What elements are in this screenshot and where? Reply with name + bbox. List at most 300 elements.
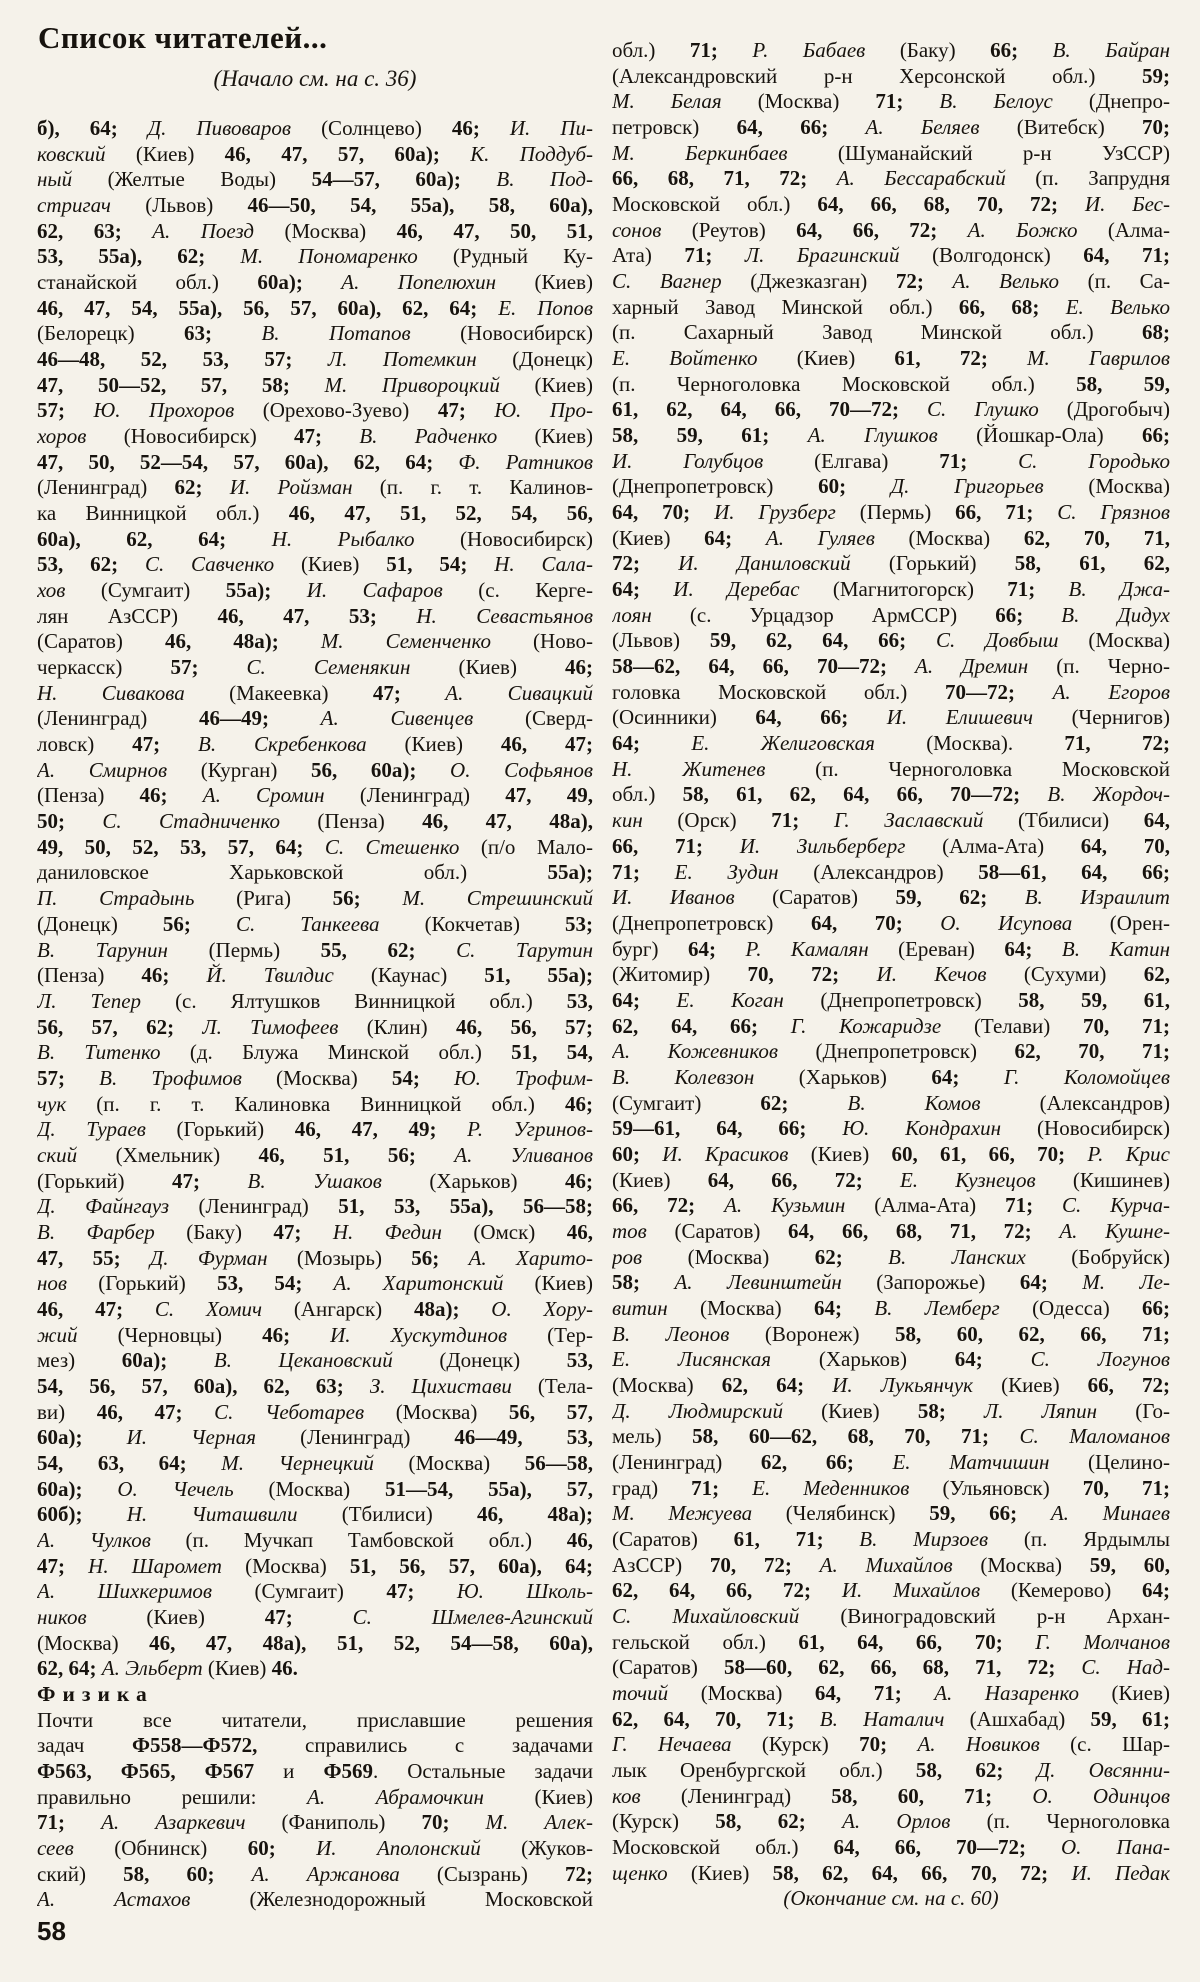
text-line bbox=[37, 1220, 593, 1246]
reader-name: А. Кушне- bbox=[1059, 1218, 1170, 1243]
reader-name: И. Пи- bbox=[509, 116, 593, 140]
issue-numbers: 58, 60, 62, 66, 71; bbox=[894, 1321, 1170, 1346]
city-text: задач bbox=[37, 1733, 133, 1758]
issue-numbers: 71, 72; bbox=[1064, 731, 1170, 756]
reader-name: А. Новиков bbox=[917, 1732, 1071, 1757]
issue-numbers: 47; bbox=[294, 424, 360, 449]
text-line bbox=[37, 1733, 593, 1759]
city-text: (Пенза) bbox=[37, 783, 140, 808]
issue-numbers: 71; bbox=[684, 243, 745, 268]
reader-name: кин bbox=[612, 808, 678, 833]
reader-name: витин bbox=[612, 1295, 701, 1320]
city-text: (Москва) bbox=[612, 1372, 722, 1397]
city-text: (Киев) bbox=[300, 552, 387, 577]
city-text: (Горький) bbox=[98, 1271, 217, 1296]
reader-name: В. Колевзон bbox=[612, 1064, 799, 1089]
city-text: (Киев) bbox=[821, 1398, 918, 1423]
city-text: (Ангарск) bbox=[293, 1296, 414, 1321]
text-line bbox=[37, 1887, 593, 1913]
reader-name: М. Ле- bbox=[1082, 1270, 1170, 1295]
text-line bbox=[37, 1015, 593, 1041]
reader-name: С. Танкеева bbox=[235, 911, 425, 936]
issue-numbers: 70, 72; bbox=[747, 962, 877, 987]
text-line bbox=[37, 1040, 593, 1066]
text-line bbox=[37, 732, 593, 758]
city-text: (Каунас) bbox=[370, 963, 485, 988]
issue-numbers: 62, 66; bbox=[760, 1449, 893, 1474]
city-text: (Жуков- bbox=[521, 1836, 593, 1861]
text-line bbox=[612, 115, 1170, 141]
city-text: (п. Мучкап Тамбовской обл.) bbox=[185, 1527, 567, 1552]
issue-numbers: 56, 57, 62; bbox=[37, 1014, 203, 1039]
reader-name: Л. Тимофеев bbox=[202, 1014, 367, 1039]
issue-numbers: Ф563, Ф565, Ф567 bbox=[37, 1759, 284, 1783]
issue-numbers: 46—50, 54, 55а), 58, 60а), bbox=[247, 193, 593, 218]
issue-numbers: 59, 60, bbox=[1089, 1552, 1170, 1577]
issue-numbers: 47; bbox=[264, 1604, 353, 1629]
reader-name: ковский bbox=[37, 141, 136, 166]
text-line bbox=[37, 1554, 593, 1580]
reader-name: Ю. Кондрахин bbox=[842, 1116, 1038, 1141]
reader-name: А. Дремин bbox=[915, 654, 1057, 679]
issue-numbers: 58; bbox=[917, 1398, 984, 1423]
city-text: (Елгава) bbox=[814, 448, 940, 473]
city-text: (Мозырь) bbox=[296, 1245, 412, 1270]
text-line bbox=[37, 835, 593, 861]
text-line bbox=[612, 474, 1170, 500]
text-line bbox=[612, 988, 1170, 1014]
city-text: (Киев) bbox=[796, 346, 895, 371]
city-text: (Орехово-Зуево) bbox=[262, 398, 438, 423]
text-line bbox=[37, 1425, 593, 1451]
city-text: (Москва) bbox=[980, 1552, 1090, 1577]
issue-numbers: 58, 62; bbox=[915, 1758, 1037, 1783]
text-line bbox=[612, 1450, 1170, 1476]
city-text: (Кокчетав) bbox=[424, 911, 566, 936]
issue-numbers: 66, 72; bbox=[1087, 1372, 1170, 1397]
issue-numbers: 53, 55а), 62; bbox=[37, 244, 241, 269]
city-text: (Москва) bbox=[408, 1450, 525, 1475]
city-text: ви) bbox=[37, 1399, 97, 1424]
text-line bbox=[612, 577, 1170, 603]
city-text: (Киев) bbox=[207, 1656, 272, 1681]
issue-numbers: 64, 66, 72; bbox=[796, 217, 968, 242]
city-text: (Горький) bbox=[888, 551, 1015, 576]
issue-numbers: 56, 60а); bbox=[311, 757, 451, 782]
text-line bbox=[612, 1116, 1170, 1142]
issue-numbers: 58; bbox=[612, 1270, 675, 1295]
text-line bbox=[37, 167, 593, 193]
text-line bbox=[612, 1168, 1170, 1194]
issue-numbers: 62, 70, 71; bbox=[1014, 1039, 1170, 1064]
city-text: (Курган) bbox=[200, 757, 312, 782]
text-line bbox=[37, 1836, 593, 1862]
city-text: (Днепропетровск) bbox=[820, 987, 1019, 1012]
text-line bbox=[612, 243, 1170, 269]
reader-name: И. Хускутдинов bbox=[330, 1322, 548, 1347]
city-text: (Ленинград) bbox=[300, 1425, 455, 1450]
text-line bbox=[612, 1578, 1170, 1604]
city-text: (Москва) bbox=[757, 89, 876, 114]
city-text: (д. Блужа Минской обл.) bbox=[189, 1040, 512, 1065]
city-text: (Москва) bbox=[268, 1476, 386, 1501]
reader-name: Д. Григорьев bbox=[890, 474, 1089, 499]
reader-name: А. Харитонский bbox=[333, 1271, 535, 1296]
issue-numbers: 51, 54; bbox=[386, 552, 495, 577]
reader-name: О. Хору- bbox=[491, 1296, 593, 1321]
reader-name: Е. Войтенко bbox=[612, 346, 797, 371]
text-line bbox=[612, 1527, 1170, 1553]
reader-name: В. Лемберг bbox=[874, 1295, 1033, 1320]
city-text: (Йошкар-Ола) bbox=[976, 423, 1142, 448]
text-line bbox=[612, 218, 1170, 244]
text-line bbox=[612, 603, 1170, 629]
city-text: (Александровский р-н Херсонской обл.) bbox=[612, 63, 1142, 88]
city-text: (Джезказган) bbox=[750, 269, 896, 294]
text-line bbox=[612, 1219, 1170, 1245]
reader-name: С. Стешенко bbox=[324, 834, 481, 859]
city-text: (Баку) bbox=[186, 1219, 274, 1244]
issue-numbers: 71; bbox=[689, 38, 753, 62]
city-text: гельской обл.) bbox=[612, 1629, 799, 1654]
text-line bbox=[37, 1862, 593, 1888]
city-text: (Телави) bbox=[973, 1013, 1083, 1038]
city-text: (Волгодонск) bbox=[932, 243, 1084, 268]
text-line bbox=[612, 1732, 1170, 1758]
text-line bbox=[612, 680, 1170, 706]
issue-numbers: 51, 53, 55а), 56—58; bbox=[338, 1194, 593, 1219]
reader-name: хов bbox=[37, 578, 101, 603]
reader-name: А. Сивацкий bbox=[445, 680, 593, 705]
reader-name: стригач bbox=[37, 193, 146, 218]
issue-numbers: 62, bbox=[1143, 962, 1170, 987]
reader-name: Ю. Школь- bbox=[456, 1579, 593, 1604]
reader-name: И. Грузберг bbox=[714, 500, 860, 525]
issue-numbers: 70; bbox=[421, 1810, 486, 1835]
text-line bbox=[612, 731, 1170, 757]
city-text: (Витебск) bbox=[1016, 115, 1142, 140]
reader-name: Г. Нечаева bbox=[612, 1732, 762, 1757]
reader-name: С. Стадниченко bbox=[102, 809, 318, 834]
issue-numbers: 47; bbox=[273, 1219, 333, 1244]
issue-numbers: 64, 66, 72; bbox=[707, 1167, 900, 1192]
reader-name: С. Савченко bbox=[144, 552, 301, 577]
issue-numbers: 47; bbox=[372, 680, 446, 705]
issue-numbers: 60; bbox=[247, 1836, 317, 1861]
issue-numbers: 64; bbox=[612, 731, 692, 756]
reader-name: О. Чечель bbox=[117, 1476, 269, 1501]
issue-numbers: 55, 62; bbox=[320, 937, 457, 962]
city-text: (Пенза) bbox=[37, 963, 142, 988]
reader-name: И. Кечов bbox=[876, 962, 1024, 987]
issue-numbers: 64; bbox=[1019, 1270, 1083, 1295]
city-text: (Киев) bbox=[135, 141, 225, 166]
city-text: ка Винницкой обл.) bbox=[37, 501, 289, 526]
city-text: (Осинники) bbox=[612, 705, 756, 730]
issue-numbers: 46, 56, 57; bbox=[455, 1014, 593, 1039]
reader-name: И. Аполонский bbox=[316, 1836, 522, 1861]
city-text: (п. г. т. Калинов- bbox=[379, 475, 593, 500]
issue-numbers: 46, 51, 56; bbox=[258, 1142, 455, 1167]
city-text: (Тбилиси) bbox=[1018, 808, 1144, 833]
issue-numbers: 60а); bbox=[121, 1348, 214, 1373]
issue-numbers: 57; bbox=[37, 398, 94, 423]
reader-name: И. Ройзман bbox=[229, 475, 380, 500]
city-text: (Киев) bbox=[534, 270, 593, 295]
issue-numbers: 58, 61, 62, bbox=[1014, 551, 1170, 576]
issue-numbers: 51, 56, 57, 60а), 64; bbox=[349, 1553, 593, 1578]
reader-name: Г. Коломойцев bbox=[1003, 1064, 1170, 1089]
city-text: (Москва) bbox=[908, 525, 1024, 550]
reader-name: А. Шихкеримов bbox=[37, 1579, 255, 1604]
issue-numbers: 70; bbox=[859, 1732, 918, 1757]
city-text: (Алма-Ата) bbox=[874, 1193, 1006, 1218]
issue-numbers: 53, 62; bbox=[37, 552, 145, 577]
city-text: (Саратов) bbox=[612, 1655, 724, 1680]
physics-section-header: Физика bbox=[37, 1681, 154, 1706]
city-text: (Пермь) bbox=[208, 937, 321, 962]
city-text: (Киев) bbox=[146, 1604, 265, 1629]
city-text: (Саратов) bbox=[674, 1218, 789, 1243]
reader-name: Е. Попов bbox=[498, 295, 593, 320]
issue-numbers: 64; bbox=[814, 1295, 875, 1320]
reader-name: А. Глушков bbox=[807, 423, 977, 448]
city-text: справились с задачами bbox=[305, 1733, 593, 1758]
city-text: станайской обл.) bbox=[37, 270, 258, 295]
reader-name: А. Гуляев bbox=[765, 525, 909, 550]
issue-numbers: 46, 47; bbox=[500, 732, 593, 757]
reader-name: В. Белоус bbox=[939, 89, 1089, 114]
city-text: (Саратов) bbox=[37, 629, 165, 654]
issue-numbers: 47, 50, 52—54, 57, 60а), 62, 64; bbox=[37, 449, 459, 474]
city-text: (Сверд- bbox=[524, 706, 593, 731]
city-text: мель) bbox=[612, 1424, 693, 1449]
city-text: (Омск) bbox=[473, 1219, 567, 1244]
reader-name: Н. Житенев bbox=[612, 756, 816, 781]
reader-name: Н. Федин bbox=[332, 1219, 474, 1244]
text-line bbox=[612, 1553, 1170, 1579]
issue-numbers: 46, 47, 51, 52, 54, 56, bbox=[288, 501, 593, 526]
text-line bbox=[612, 1655, 1170, 1681]
issue-numbers: 56; bbox=[332, 886, 403, 911]
city-text: (п. г. т. Калиновка Винницкой обл.) bbox=[96, 1091, 566, 1116]
issue-numbers: 46, bbox=[566, 1219, 593, 1244]
reader-name: А. Беляев bbox=[865, 115, 1017, 140]
city-text: (Сухуми) bbox=[1023, 962, 1144, 987]
issue-numbers: 64, 70; bbox=[612, 500, 715, 525]
reader-name: лоян bbox=[612, 602, 690, 627]
reader-name: Н. Шаромет bbox=[88, 1553, 246, 1578]
city-text: (Тер- bbox=[547, 1322, 593, 1347]
reader-name: И. Сафаров bbox=[306, 578, 479, 603]
text-line bbox=[37, 501, 593, 527]
city-text: (Днепропетровск) bbox=[612, 910, 811, 935]
reader-name: А. Божко bbox=[967, 217, 1108, 242]
reader-name: И. Черная bbox=[126, 1425, 301, 1450]
issue-numbers: 56, 57, bbox=[508, 1399, 593, 1424]
issue-numbers: 58, 59, 61; bbox=[612, 423, 808, 448]
text-line bbox=[612, 64, 1170, 90]
city-text: (Донецк) bbox=[439, 1348, 567, 1373]
text-line bbox=[612, 346, 1170, 372]
text-line bbox=[612, 1142, 1170, 1168]
text-line bbox=[612, 1193, 1170, 1219]
text-line bbox=[612, 1707, 1170, 1733]
text-line bbox=[612, 885, 1170, 911]
issue-numbers: 53, 54; bbox=[216, 1271, 334, 1296]
reader-name: О. Софьянов bbox=[450, 757, 593, 782]
city-text: (Курск) bbox=[612, 1809, 716, 1834]
city-text: (Чернигов) bbox=[1071, 705, 1170, 730]
text-line bbox=[612, 141, 1170, 167]
city-text: (Воронеж) bbox=[764, 1321, 895, 1346]
issue-numbers: 66, 68, 71, 72; bbox=[612, 166, 837, 191]
text-line bbox=[612, 1604, 1170, 1630]
text-line bbox=[37, 527, 593, 553]
reader-name: К. Поддуб- bbox=[470, 141, 593, 166]
issue-numbers: 60б); bbox=[37, 1502, 127, 1527]
city-text: (Реутов) bbox=[691, 217, 797, 242]
text-line bbox=[612, 782, 1170, 808]
text-line bbox=[612, 1681, 1170, 1707]
reader-name: Ю. Трофим- bbox=[453, 1065, 593, 1090]
text-line bbox=[37, 783, 593, 809]
city-text: (Сумгаит) bbox=[612, 1090, 761, 1115]
reader-name: А. Азаркевич bbox=[101, 1810, 282, 1835]
reader-name: В. Скребенкова bbox=[198, 732, 405, 757]
issue-numbers: 51—54, 55а), 57, bbox=[385, 1476, 593, 1501]
reader-name: В. Трофимов bbox=[99, 1065, 277, 1090]
issue-numbers: 46, 47, 53; bbox=[217, 603, 417, 628]
reader-name: И. Деребас bbox=[673, 577, 833, 602]
city-text: (п. Ярдымлы bbox=[1023, 1526, 1170, 1551]
reader-name: М. Пономаренко bbox=[240, 244, 453, 269]
reader-name: В. Потапов bbox=[261, 321, 461, 346]
text-line bbox=[37, 321, 593, 347]
reader-name: Н. Читашвили bbox=[126, 1502, 342, 1527]
issue-numbers: 53, bbox=[566, 988, 593, 1013]
text-line bbox=[37, 1451, 593, 1477]
issue-numbers: 66, 71; bbox=[612, 833, 740, 858]
city-text: лян АзССР) bbox=[37, 603, 218, 628]
city-text: (Сызрань) bbox=[436, 1861, 565, 1886]
issue-numbers: 46; bbox=[262, 1322, 331, 1347]
reader-name: А. Назаренко bbox=[934, 1681, 1112, 1705]
city-text: (Днепропетровск) bbox=[612, 474, 819, 499]
issue-numbers: 66; bbox=[990, 38, 1053, 62]
city-text: обл.) bbox=[612, 38, 690, 62]
city-text: (Киев) bbox=[534, 372, 593, 397]
reader-name: Е. Кузнецов bbox=[899, 1167, 1073, 1192]
issue-numbers: 64, 70; bbox=[810, 910, 941, 935]
reader-name: А. Абрамочкин bbox=[307, 1784, 535, 1809]
text-line bbox=[612, 860, 1170, 886]
city-text: (Киев) bbox=[810, 1141, 892, 1166]
issue-numbers: 70—72; bbox=[944, 679, 1053, 704]
issue-numbers: 62, 64, 66; bbox=[612, 1013, 791, 1038]
issue-numbers: 64; bbox=[612, 987, 677, 1012]
issue-numbers: 62; bbox=[174, 475, 230, 500]
text-line bbox=[612, 295, 1170, 321]
city-text: (Киев) bbox=[534, 1784, 593, 1809]
readers-list-left bbox=[37, 116, 593, 1682]
reader-name: В. Израилит bbox=[1024, 885, 1170, 910]
city-text: (Хмельник) bbox=[115, 1142, 259, 1167]
text-line bbox=[612, 551, 1170, 577]
text-line bbox=[612, 1270, 1170, 1296]
issue-numbers: 71; bbox=[939, 448, 1019, 473]
city-text: Московской обл.) bbox=[612, 1835, 834, 1860]
issue-numbers: 58, 60, 71; bbox=[831, 1783, 1033, 1808]
issue-numbers: 60а); bbox=[37, 1425, 127, 1450]
city-text: (Александров) bbox=[1039, 1090, 1170, 1115]
city-text: (Львов) bbox=[612, 628, 710, 653]
city-text: (Харьков) bbox=[818, 1347, 955, 1372]
issue-numbers: 46, bbox=[566, 1527, 593, 1552]
issue-numbers: 59, 61; bbox=[1090, 1706, 1170, 1731]
reader-name: Д. Тураев bbox=[37, 1117, 177, 1142]
reader-name: А. Аржанова bbox=[251, 1861, 437, 1886]
city-text: (Ленинград) bbox=[359, 783, 506, 808]
text-line bbox=[612, 1630, 1170, 1656]
text-line bbox=[612, 808, 1170, 834]
text-line bbox=[37, 1605, 593, 1631]
text-line bbox=[612, 1245, 1170, 1271]
city-text: (Ленинград) bbox=[680, 1783, 832, 1808]
city-text: град) bbox=[612, 1475, 692, 1500]
city-text: (п/о Мало- bbox=[480, 834, 593, 859]
city-text: (Ленинград) bbox=[37, 706, 199, 731]
text-line bbox=[37, 681, 593, 707]
text-line bbox=[37, 1194, 593, 1220]
city-text: Московской обл.) bbox=[612, 192, 818, 217]
text-line bbox=[612, 705, 1170, 731]
reader-name: А. Левинштейн bbox=[674, 1270, 877, 1295]
reader-name: И. Елишевич bbox=[886, 705, 1072, 730]
city-text: (Москва) bbox=[284, 218, 397, 243]
reader-name: Е. Велько bbox=[1065, 294, 1170, 319]
text-line bbox=[612, 397, 1170, 423]
text-line bbox=[37, 1143, 593, 1169]
issue-numbers: 70, 71; bbox=[1083, 1013, 1170, 1038]
reader-name: И. Лукьянчук bbox=[832, 1372, 1002, 1397]
reader-name: В. Под- bbox=[496, 167, 593, 192]
reader-name: ный bbox=[37, 167, 108, 192]
city-text: (Тбилиси) bbox=[341, 1502, 477, 1527]
text-line bbox=[612, 526, 1170, 552]
reader-name: А. Сивенцев bbox=[320, 706, 525, 731]
reader-name: И. Зильберберг bbox=[739, 833, 943, 858]
reader-name: В. Дидух bbox=[1061, 602, 1170, 627]
issue-numbers: 56—58, bbox=[524, 1450, 593, 1475]
text-line bbox=[612, 1861, 1170, 1887]
city-text: (Киев) bbox=[1111, 1681, 1170, 1705]
reader-name: Е. Меденников bbox=[752, 1475, 943, 1500]
reader-name: И. Педак bbox=[1071, 1860, 1170, 1885]
reader-name: Г. Кожаридзе bbox=[790, 1013, 974, 1038]
page-number: 58 bbox=[37, 1916, 66, 1946]
issue-numbers: 64, bbox=[1143, 808, 1170, 833]
city-text: (Москва). bbox=[926, 731, 1065, 756]
reader-name: А. Егоров bbox=[1052, 679, 1170, 704]
issue-numbers: 66, 71; bbox=[955, 500, 1058, 525]
city-text: (Челябинск) bbox=[785, 1501, 930, 1526]
city-text: (Москва) bbox=[276, 1065, 392, 1090]
text-line bbox=[37, 1785, 593, 1811]
issue-numbers: 47; bbox=[386, 1579, 457, 1604]
city-text: (Харьков) bbox=[429, 1168, 565, 1193]
issue-numbers: 64; bbox=[1142, 1578, 1170, 1603]
